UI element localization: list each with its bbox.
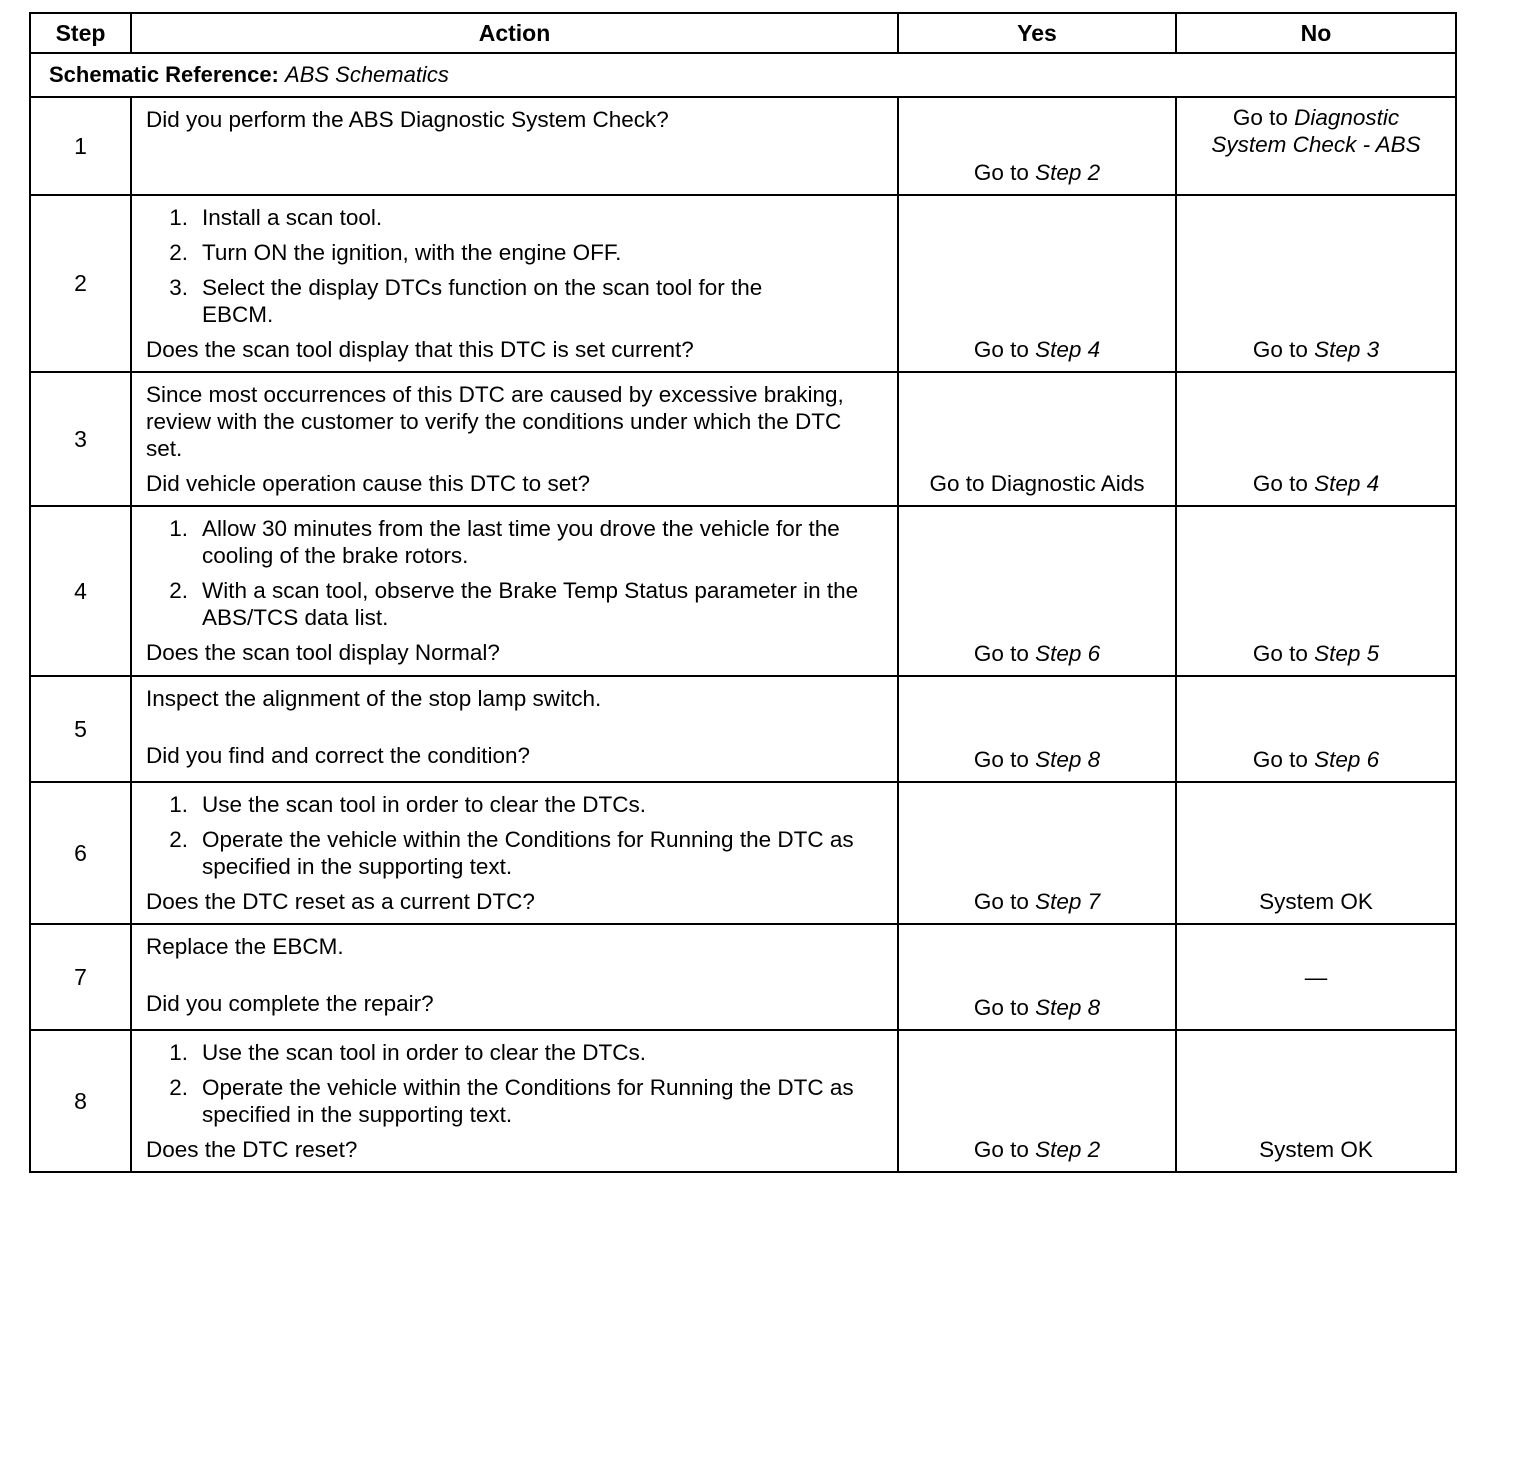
list-item: 1. Allow 30 minutes from the last time you drove the vehicle for the cooling of the brake rotors. xyxy=(169,516,840,568)
step-number: 6 xyxy=(30,782,131,924)
action-question: Does the scan tool display Normal? xyxy=(146,640,500,665)
action-question: Did you perform the ABS Diagnostic System Check? xyxy=(146,107,669,132)
list-item: 2. Operate the vehicle within the Conditions for Running the DTC as specified in the supporting text. xyxy=(169,827,854,879)
yes-step: Step 7 xyxy=(1035,889,1101,914)
action-cell xyxy=(131,97,898,195)
action-cell xyxy=(131,924,898,1030)
table-row xyxy=(30,506,1456,676)
schematic-reference-row xyxy=(30,53,1456,97)
no-cell: System OK xyxy=(1176,782,1456,924)
yes-cell xyxy=(898,97,1176,195)
no-cell: Go to Step 6 xyxy=(1176,676,1456,782)
header-yes: Yes xyxy=(898,13,1176,53)
no-step-line2: System Check - ABS xyxy=(1211,132,1421,157)
yes-cell: Go to Step 6 xyxy=(898,506,1176,676)
list-item: 1. Install a scan tool. xyxy=(169,205,383,230)
action-text: Since most occurrences of this DTC are caused by excessive braking, review with the customer to verify the conditions under which the DTC set. xyxy=(146,382,844,461)
no-step: Step 4 xyxy=(1314,471,1380,496)
schematic-reference xyxy=(30,53,1456,97)
yes-step: Step 4 xyxy=(1035,337,1101,362)
action-text: Replace the EBCM. xyxy=(146,934,344,959)
goto-label: Go to xyxy=(973,160,1029,185)
yes-step: Step 2 xyxy=(1035,160,1101,185)
yes-step: Step 2 xyxy=(1035,1137,1101,1162)
no-cell xyxy=(1176,97,1456,195)
table-row xyxy=(30,782,1456,924)
table-row xyxy=(30,676,1456,782)
step-number: 3 xyxy=(30,372,131,506)
yes-step: Step 8 xyxy=(1035,747,1101,772)
table-row xyxy=(30,372,1456,506)
step-number: 5 xyxy=(30,676,131,782)
no-cell: System OK xyxy=(1176,1030,1456,1172)
step-number: 2 xyxy=(30,195,131,372)
table-row xyxy=(30,1030,1456,1172)
no-step: Step 6 xyxy=(1314,747,1380,772)
list-item: 2. Operate the vehicle within the Conditions for Running the DTC as specified in the supporting text. xyxy=(169,1075,854,1127)
table-row xyxy=(30,195,1456,372)
header-row xyxy=(30,13,1456,53)
action-cell xyxy=(131,372,898,506)
action-cell xyxy=(131,195,898,372)
action-question: Does the DTC reset? xyxy=(146,1137,358,1162)
step-number: 1 xyxy=(30,97,131,195)
action-list xyxy=(146,1039,885,1128)
yes-cell: Go to Step 2 xyxy=(898,1030,1176,1172)
goto-label: Go to xyxy=(1232,105,1288,130)
no-step: Step 5 xyxy=(1314,641,1380,666)
header-no: No xyxy=(1176,13,1456,53)
list-item: 2. Turn ON the ignition, with the engine OFF. xyxy=(169,240,622,265)
schematic-label: Schematic Reference: xyxy=(49,62,279,87)
no-step-line1: Diagnostic xyxy=(1294,105,1400,130)
action-list xyxy=(146,515,885,631)
step-number: 8 xyxy=(30,1030,131,1172)
header-action: Action xyxy=(131,13,898,53)
header-step: Step xyxy=(30,13,131,53)
no-step: Step 3 xyxy=(1314,337,1380,362)
list-item: 1. Use the scan tool in order to clear the DTCs. xyxy=(169,1040,646,1065)
action-text: Inspect the alignment of the stop lamp switch. xyxy=(146,686,602,711)
yes-cell: Go to Step 8 xyxy=(898,924,1176,1030)
action-question: Did you find and correct the condition? xyxy=(146,743,530,768)
action-question: Did vehicle operation cause this DTC to set? xyxy=(146,471,590,496)
yes-cell: Go to Step 8 xyxy=(898,676,1176,782)
table-row xyxy=(30,97,1456,195)
step-number: 7 xyxy=(30,924,131,1030)
action-question: Does the DTC reset as a current DTC? xyxy=(146,889,535,914)
action-cell xyxy=(131,506,898,676)
action-cell xyxy=(131,676,898,782)
yes-cell: Go to Step 7 xyxy=(898,782,1176,924)
yes-cell: Go to Diagnostic Aids xyxy=(898,372,1176,506)
list-item: 2. With a scan tool, observe the Brake Temp Status parameter in the ABS/TCS data list. xyxy=(169,578,859,630)
action-question: Did you complete the repair? xyxy=(146,991,434,1016)
action-cell xyxy=(131,782,898,924)
no-cell: Go to Step 3 xyxy=(1176,195,1456,372)
yes-cell: Go to Step 4 xyxy=(898,195,1176,372)
action-cell xyxy=(131,1030,898,1172)
schematic-ref: ABS Schematics xyxy=(285,62,449,87)
yes-step: Step 8 xyxy=(1035,995,1101,1020)
list-item: 1. Use the scan tool in order to clear the DTCs. xyxy=(169,792,646,817)
action-list xyxy=(146,204,885,328)
no-cell: Go to Step 5 xyxy=(1176,506,1456,676)
yes-step: Step 6 xyxy=(1035,641,1101,666)
action-list xyxy=(146,791,885,880)
diagnostic-table xyxy=(29,12,1457,1173)
no-cell: Go to Step 4 xyxy=(1176,372,1456,506)
no-cell: — xyxy=(1176,924,1456,1030)
step-number: 4 xyxy=(30,506,131,676)
table-row xyxy=(30,924,1456,1030)
action-question: Does the scan tool display that this DTC is set current? xyxy=(146,337,694,362)
list-item: 3. Select the display DTCs function on the scan tool for the EBCM. xyxy=(169,275,763,327)
